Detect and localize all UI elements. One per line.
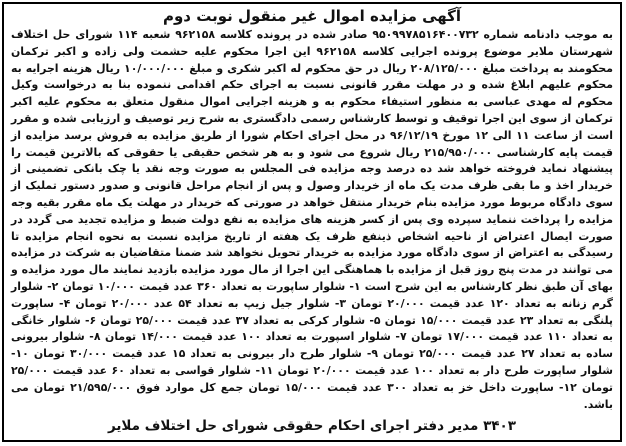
notice-footer: ۳۴۰۳ مدیر دفتر اجرای احکام حقوقی شورای حل اختلاف ملایر xyxy=(107,418,517,435)
auction-notice xyxy=(2,2,622,442)
notice-title: آگهی مزایده اموال غیر منقول نوبت دوم xyxy=(162,7,462,25)
notice-body: به موجب دادنامه شماره ۹۵۰۹۹۷۸۵۱۶۴۰۰۷۳۲ صادر شده در پرونده کلاسه ۹۶۲۱۵۸ شعبه ۱۱۴ شورای حل اختلاف شهرستان ملایر موضوع پرونده اجرایی کلاسه ۹۶۲۱۵۸ این اجرا محکوم علیه حشمت ولی زاده و اکبر ترکمان محکومند به پرداخت مبلغ ۲۰۸/۱۲۵/۰۰۰ ریال در حق محکوم له اکبر شکری و مبلغ ۱۰/۰۰۰/۰۰۰ ریال هزینه اجرایه به محکوم علیهم ابلاغ شده و در مهلت مقرر قانونی نسبت به اجرای حکم اقدامی ننموده بنا به درخواست وکیل محکوم له مهدی عباسی به منظور استیفاء محکوم به و هزینه اجرایی اموال منقول متعلق به محکوم علیه اکبر ترکمان از سوی این اجرا توقیف و توسط کارشناس رسمی دادگستری به شرح زیر توصیف و ارزیابی شده و مقرر است از ساعت ۱۱ الی ۱۲ مورخ ۹۶/۱۲/۱۹ در محل اجرای احکام شورا از طریق مزایده به فروش برسد مزایده از قیمت پایه کارشناسی ۲۱۵/۹۵۰/۰۰۰ ریال شروع می شود و به هر شخص حقیقی یا حقوقی که بالاترین قیمت را پیشنهاد نماید فروخته خواهد شد ده درصد وجه مزایده فی المجلس به صورت وجه نقد یا چک بانکی تضمینی از خریدار اخذ و ما بقی ظرف مدت یک ماه از خریدار وصول و پس از انجام مراحل قانونی و صدور دستور تملیک از سوی دادگاه مربوط مورد مزایده بنام خریدار منتقل خواهد در صورتی که خریدار در مهلت یک ماه مقرر بقیه وجه مزایده را پرداخت ننماید سپرده وی پس از کسر هزینه های مزایده به نفع دولت ضبط و مزایده تجدید می گردد در صورت ایصال اعتراض از ناحیه اشخاص ذینفع ظرف یک هفته از تاریخ مزایده نسبت به نحوه انجام مزایده تا رسیدگی به اعتراض از سوی دادگاه مورد مزایده به خریدار تحویل نخواهد شد ضمنا متقاضیان به شرکت در مزایده می توانند در مدت پنج روز قبل از مزایده با هماهنگی این اجرا از مال مورد مزایده بازدید نمایند مال مورد مزایده و بهای آن طبق نظر کارشناس به این شرح است ۱- شلوار ساپورت به تعداد ۳۶۰ عدد قیمت ۱۰/۰۰۰ تومان ۲- شلوار گرم زنانه به تعداد ۱۲۰ عدد قیمت ۲۰/۰۰۰ تومان ۳- شلوار جیل زیپ به تعداد ۵۴ عدد ۲۰/۰۰۰ تومان ۴- ساپورت پلنگی به تعداد ۲۳ عدد قیمت ۱۵/۰۰۰ تومان ۵- شلوار کرکی به تعداد ۳۷ عدد قیمت ۲۵/۰۰۰ تومان ۶- شلوار خانگی به تعداد ۱۱۰ عدد قیمت ۱۷/۰۰۰ تومان ۷- شلوار اسپورت به تعداد ۱۰۰ عدد قیمت ۱۴/۰۰۰ تومان ۸- شلوار بیرونی ساده به تعداد ۲۷ عدد قیمت ۲۵/۰۰۰ تومان ۹- شلوار طرح دار بیرونی به تعداد ۱۵ عدد قیمت ۳۰/۰۰۰ تومان ۱۰- شلوار ساپورت طرح دار به تعداد ۱۰۰ عدد قیمت ۲۰/۰۰۰ تومان ۱۱- شلوار قواسی به تعداد ۶۰ عدد قیمت ۲۵/۰۰۰ تومان ۱۲- ساپورت داخل خز به تعداد ۳۰۰ عدد قیمت ۱۵/۰۰۰ تومان جمع کل موارد فوق ۲۱/۵۹۵/۰۰۰ تومان می باشد. xyxy=(11,28,614,411)
